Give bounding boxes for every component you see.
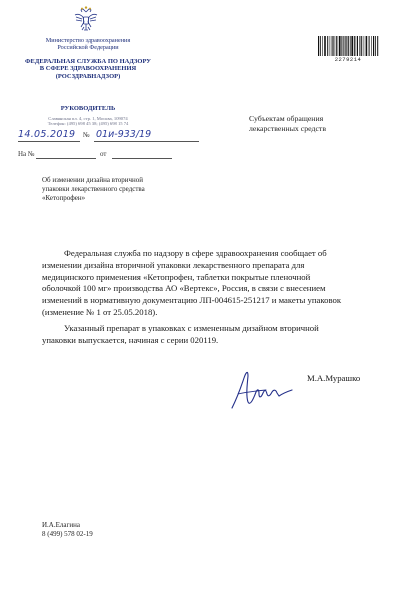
addressee-block [249,114,399,135]
date-underline [18,141,80,142]
ref-from-label: от [100,150,107,158]
barcode-bar [343,36,344,56]
subject-line: Об изменении дизайна вторичной [42,176,144,184]
body-line: медицинского применения «Кетопрофен, таблетки покрытые пленочной [42,271,311,282]
barcode-bar [339,36,341,56]
body-line: Указанный препарат в упаковках с измененным дизайном вторичной [64,323,319,333]
addressee-line: лекарственных средств [249,124,327,134]
barcode-bar [327,36,328,56]
barcode-bar [371,36,372,56]
subject-block [42,176,202,203]
ministry-name [18,38,158,52]
barcode-bar [357,36,358,56]
barcode-bar [351,36,353,56]
barcode-bar [346,36,347,56]
barcode-bar [341,36,342,56]
barcode-bar [330,36,331,56]
barcode-bar [332,36,333,56]
barcode-bar [354,36,355,56]
body-line: оболочкой 100 мг» производства АО «Вертекс», Россия, в связи с внесением [42,283,326,294]
body-line: упаковки выпускается, начиная с серии 020119. [42,334,219,345]
barcode-bar [338,36,339,56]
executor-phone: 8 (499) 578 02-19 [42,530,93,539]
signature-icon [226,360,296,415]
body-line: (изменение № 1 от 25.05.2018). [42,307,158,318]
number-label: № [83,131,90,139]
handwritten-number: 01и-933/19 [96,129,152,140]
barcode-bar [345,36,346,56]
body-line: изменений в нормативную документацию ЛП-004615-251217 и макеты упаковок [42,295,342,306]
barcode-bar [350,36,351,56]
barcode-bar [361,36,362,56]
barcode-bar [373,36,374,56]
barcode-bar [320,36,321,56]
barcode-bar [359,36,360,56]
barcode-number: 2279214 [334,56,362,63]
body-paragraph-2 [42,323,398,347]
barcode-bar [369,36,370,56]
ministry-line: Министерство здравоохранения [45,37,131,44]
barcode-bar [375,36,376,56]
barcode-bar [336,36,337,56]
service-line: (РОСЗДРАВНАДЗОР) [55,72,121,80]
subject-line: упаковки лекарственного средства [42,185,145,194]
executor-name: И.А.Елагина [42,521,80,529]
coat-of-arms-icon [72,6,100,34]
ref-number-underline [36,158,96,159]
executor-block [42,521,93,540]
barcode [317,36,379,56]
body-line: Федеральная служба по надзору в сфере здравоохранения сообщает об [64,248,327,258]
service-line: В СФЕРЕ ЗДРАВООХРАНЕНИЯ [39,65,137,73]
barcode-bar [348,36,349,56]
barcode-bar [364,36,365,56]
reference-line [18,150,188,160]
body-line: изменении дизайна вторичной упаковки лекарственного препарата для [42,259,305,270]
address-block [18,116,158,126]
address-line: Славянская пл. 4, стр. 1, Москва, 109074 [48,116,128,121]
ref-number-label: На № [18,150,35,158]
signer-name: М.А.Мурашко [307,373,361,383]
number-underline [94,141,199,142]
barcode-bar [356,36,357,56]
barcode-bar [366,36,368,56]
body-paragraph-1 [42,248,398,319]
addressee-line: Субъектам обращения [249,114,324,123]
registration-line [18,131,198,145]
director-title: РУКОВОДИТЕЛЬ [60,105,116,112]
handwritten-date: 14.05.2019 [18,129,76,140]
service-name [18,58,158,80]
barcode-bar [322,36,323,56]
barcode-bar [324,36,326,56]
barcode-bar [318,36,319,56]
barcode-bar [333,36,334,56]
address-line: Телефон: (495) 698 45 38; (495) 698 15 74 [47,121,129,127]
ministry-line: Российской Федерации [57,43,119,51]
ref-from-underline [112,158,172,159]
barcode-bar [377,36,378,56]
service-line: ФЕДЕРАЛЬНАЯ СЛУЖБА ПО НАДЗОРУ [24,58,152,65]
subject-line: «Кетопрофен» [42,194,86,203]
